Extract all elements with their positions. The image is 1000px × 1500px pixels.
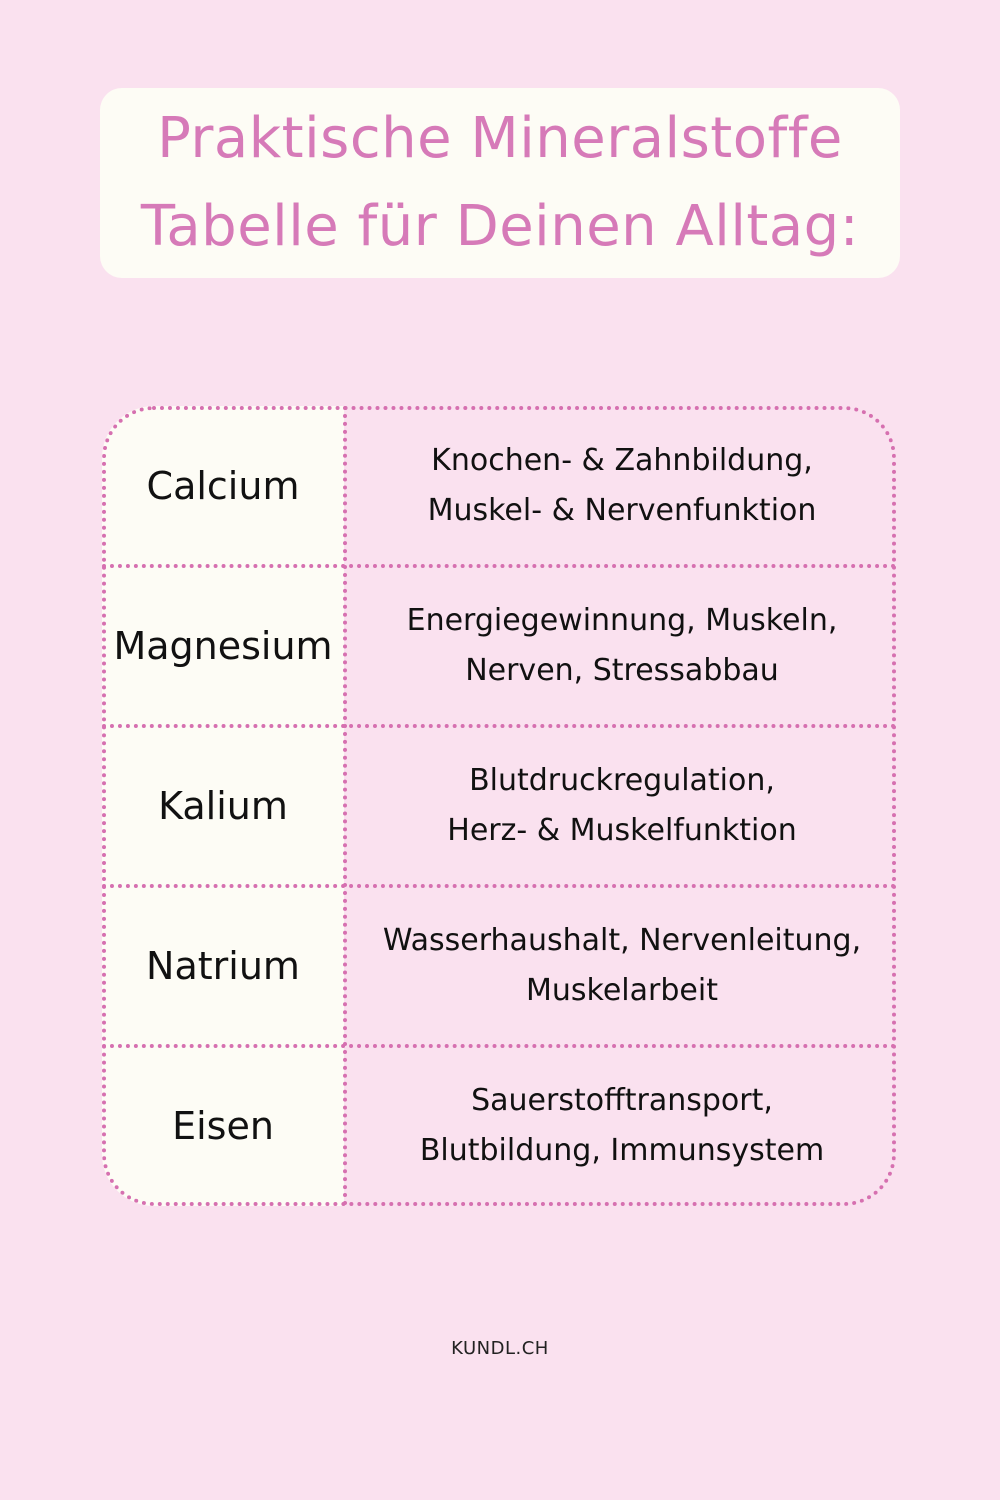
title-card: [100, 88, 900, 278]
row-divider: [102, 724, 896, 728]
mineral-function: [348, 726, 896, 886]
function-line: Wasserhaushalt, Nervenleitung,: [382, 923, 862, 958]
table-row: [102, 406, 896, 566]
mineral-name: Natrium: [146, 944, 300, 988]
table-row: [102, 726, 896, 886]
table-row: [102, 886, 896, 1046]
mineral-function: [348, 566, 896, 726]
function-line: Sauerstofftransport,: [471, 1083, 773, 1118]
mineral-function: [348, 1046, 896, 1206]
function-line: Energiegewinnung, Muskeln,: [406, 603, 838, 638]
page-title-line-2: Tabelle für Deinen Alltag:: [140, 194, 860, 259]
table-row: [102, 1046, 896, 1206]
row-divider: [102, 564, 896, 568]
function-line: Knochen- & Zahnbildung,: [431, 443, 813, 478]
mineral-name: Eisen: [172, 1104, 274, 1148]
mineral-name: Kalium: [158, 784, 288, 828]
mineral-name: Magnesium: [113, 624, 333, 668]
mineral-name: Calcium: [146, 464, 300, 508]
function-line: Blutbildung, Immunsystem: [419, 1133, 825, 1168]
page-title-line-1: Praktische Mineralstoffe: [157, 106, 843, 171]
function-line: Muskel- & Nervenfunktion: [427, 493, 817, 528]
footer-brand: KUNDL.CH: [451, 1338, 549, 1359]
mineral-function: [348, 886, 896, 1046]
function-line: Herz- & Muskelfunktion: [447, 813, 797, 848]
function-line: Muskelarbeit: [526, 973, 718, 1008]
mineral-function: [348, 406, 896, 566]
function-line: Nerven, Stressabbau: [465, 653, 779, 688]
minerals-table: [102, 406, 896, 1206]
column-divider: [343, 406, 347, 1206]
row-divider: [102, 1044, 896, 1048]
function-line: Blutdruckregulation,: [469, 763, 775, 798]
row-divider: [102, 884, 896, 888]
table-row: [102, 566, 896, 726]
